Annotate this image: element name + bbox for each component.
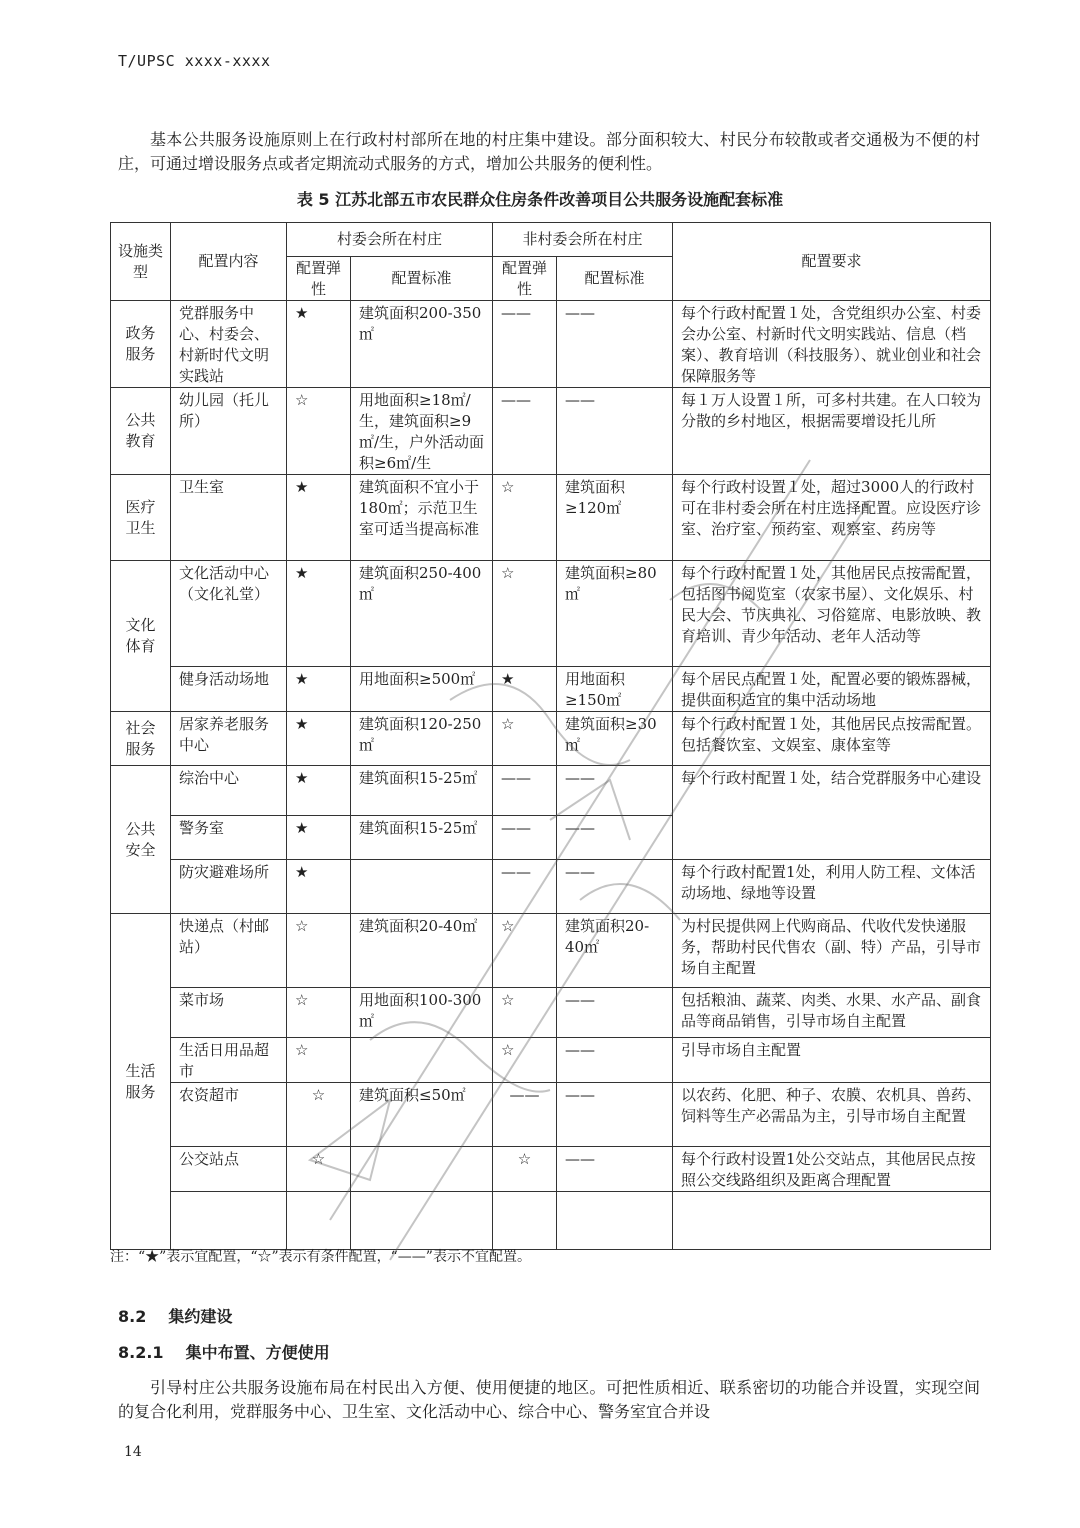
standard-cell-2: 建筑面积≥120㎡ bbox=[557, 475, 673, 561]
category-cell: 公共安全 bbox=[111, 766, 171, 914]
requirement-cell: 每１万人设置１所，可多村共建。在人口较为分散的乡村地区，根据需要增设托儿所 bbox=[673, 388, 991, 475]
table-note: 注：“★”表示宜配置，“☆”表示有条件配置，“——”表示不宜配置。 bbox=[110, 1249, 531, 1265]
standard-cell bbox=[351, 1147, 493, 1192]
table-row-empty bbox=[111, 1192, 991, 1250]
header-content: 配置内容 bbox=[171, 223, 287, 301]
content-cell: 综治中心 bbox=[171, 766, 287, 816]
standard-cell-2: —— bbox=[557, 988, 673, 1038]
flex-cell: ☆ bbox=[287, 1038, 351, 1083]
flex-cell-2: ☆ bbox=[493, 1038, 557, 1083]
flex-cell: ★ bbox=[287, 301, 351, 388]
standard-cell-2: 建筑面积≥30㎡ bbox=[557, 712, 673, 766]
requirement-cell: 每个行政村配置１处，其他居民点按需配置。包括餐饮室、文娱室、康体室等 bbox=[673, 712, 991, 766]
standard-cell: 建筑面积120-250㎡ bbox=[351, 712, 493, 766]
requirement-cell: 每个行政村配置１处，含党组织办公室、村委会办公室、村新时代文明实践站、信息（档案）、教育培训（科技服务）、就业创业和社会保障服务等 bbox=[673, 301, 991, 388]
flex-cell: ☆ bbox=[287, 388, 351, 475]
flex-cell: ☆ bbox=[287, 1083, 351, 1147]
category-cell: 文化体育 bbox=[111, 561, 171, 712]
flex-cell-2: ☆ bbox=[493, 712, 557, 766]
content-cell: 健身活动场地 bbox=[171, 667, 287, 712]
standard-cell-2: —— bbox=[557, 1038, 673, 1083]
table-row bbox=[111, 301, 991, 388]
section-title: 集中布置、方便使用 bbox=[185, 1343, 330, 1362]
requirement-cell: 每个行政村设置1处公交站点，其他居民点按照公交线路组织及距离合理配置 bbox=[673, 1147, 991, 1192]
section-heading-8-2 bbox=[118, 1304, 232, 1327]
table-row bbox=[111, 388, 991, 475]
table-row bbox=[111, 1083, 991, 1147]
standard-cell bbox=[351, 860, 493, 914]
table-row bbox=[111, 1038, 991, 1083]
standard-cell: 建筑面积15-25㎡ bbox=[351, 816, 493, 860]
standard-cell: 建筑面积不宜小于180㎡；示范卫生室可适当提高标准 bbox=[351, 475, 493, 561]
standard-cell: 用地面积100-300㎡ bbox=[351, 988, 493, 1038]
table-row bbox=[111, 475, 991, 561]
flex-cell-2: —— bbox=[493, 388, 557, 475]
flex-cell-2: —— bbox=[493, 766, 557, 816]
table-row bbox=[111, 914, 991, 988]
table-caption: 表 5 江苏北部五市农民群众住房条件改善项目公共服务设施配套标准 bbox=[296, 190, 784, 209]
category-cell: 生活服务 bbox=[111, 914, 171, 1250]
standard-cell-2: —— bbox=[557, 860, 673, 914]
content-cell: 警务室 bbox=[171, 816, 287, 860]
table-row bbox=[111, 667, 991, 712]
table-row bbox=[111, 561, 991, 667]
standard-cell: 用地面积≥18㎡/生，建筑面积≥9㎡/生，户外活动面积≥6㎡/生 bbox=[351, 388, 493, 475]
content-cell: 居家养老服务中心 bbox=[171, 712, 287, 766]
flex-cell: ☆ bbox=[287, 914, 351, 988]
empty-cell bbox=[351, 1192, 493, 1250]
requirement-cell: 包括粮油、蔬菜、肉类、水果、水产品、副食品等商品销售，引导市场自主配置 bbox=[673, 988, 991, 1038]
header-standard: 配置标准 bbox=[351, 257, 493, 301]
content-cell: 幼儿园（托儿所） bbox=[171, 388, 287, 475]
requirement-cell: 引导市场自主配置 bbox=[673, 1038, 991, 1083]
empty-cell bbox=[557, 1192, 673, 1250]
empty-cell bbox=[493, 1192, 557, 1250]
requirement-cell: 以农药、化肥、种子、农膜、农机具、兽药、饲料等生产必需品为主，引导市场自主配置 bbox=[673, 1083, 991, 1147]
header-flex: 配置弹性 bbox=[287, 257, 351, 301]
content-cell: 卫生室 bbox=[171, 475, 287, 561]
empty-cell bbox=[287, 1192, 351, 1250]
content-cell: 公交站点 bbox=[171, 1147, 287, 1192]
header-standard-2: 配置标准 bbox=[557, 257, 673, 301]
header-village: 村委会所在村庄 bbox=[287, 223, 493, 257]
flex-cell: ★ bbox=[287, 475, 351, 561]
table-row bbox=[111, 988, 991, 1038]
content-cell: 农资超市 bbox=[171, 1083, 287, 1147]
requirement-cell: 每个行政村配置１处，结合党群服务中心建设 bbox=[673, 766, 991, 860]
content-cell: 党群服务中心、村委会、村新时代文明实践站 bbox=[171, 301, 287, 388]
empty-cell bbox=[171, 1192, 287, 1250]
content-cell: 生活日用品超市 bbox=[171, 1038, 287, 1083]
content-cell: 快递点（村邮站） bbox=[171, 914, 287, 988]
standard-cell-2: —— bbox=[557, 1147, 673, 1192]
flex-cell-2: —— bbox=[493, 1083, 557, 1147]
flex-cell: ☆ bbox=[287, 988, 351, 1038]
requirement-cell: 每个行政村设置１处，超过3000人的行政村可在非村委会所在村庄选择配置。应设医疗诊室、治疗室、预药室、观察室、药房等 bbox=[673, 475, 991, 561]
category-cell: 政务服务 bbox=[111, 301, 171, 388]
section-title: 集约建设 bbox=[168, 1307, 233, 1326]
header-flex-2: 配置弹性 bbox=[493, 257, 557, 301]
flex-cell-2: —— bbox=[493, 301, 557, 388]
flex-cell-2: ☆ bbox=[493, 914, 557, 988]
header-category: 设施类型 bbox=[111, 223, 171, 301]
flex-cell-2: ☆ bbox=[493, 475, 557, 561]
standard-cell: 建筑面积≤50㎡ bbox=[351, 1083, 493, 1147]
standard-cell-2: —— bbox=[557, 766, 673, 816]
standard-cell-2: —— bbox=[557, 388, 673, 475]
header-requirement: 配置要求 bbox=[673, 223, 991, 301]
standard-cell-2: 建筑面积20-40㎡ bbox=[557, 914, 673, 988]
standard-cell: 建筑面积200-350㎡ bbox=[351, 301, 493, 388]
standard-cell bbox=[351, 1038, 493, 1083]
standard-cell: 建筑面积15-25㎡ bbox=[351, 766, 493, 816]
flex-cell-2: ☆ bbox=[493, 1147, 557, 1192]
standard-cell: 建筑面积20-40㎡ bbox=[351, 914, 493, 988]
flex-cell-2: ☆ bbox=[493, 561, 557, 667]
content-cell: 防灾避难场所 bbox=[171, 860, 287, 914]
empty-cell bbox=[673, 1192, 991, 1250]
standard-cell: 建筑面积250-400㎡ bbox=[351, 561, 493, 667]
flex-cell: ★ bbox=[287, 712, 351, 766]
content-cell: 菜市场 bbox=[171, 988, 287, 1038]
flex-cell: ★ bbox=[287, 860, 351, 914]
intro-paragraph: 基本公共服务设施原则上在行政村村部所在地的村庄集中建设。部分面积较大、村民分布较散或者交通极为不便的村庄，可通过增设服务点或者定期流动式服务的方式，增加公共服务的便利性。 bbox=[118, 130, 980, 173]
requirement-cell: 每个居民点配置１处，配置必要的锻炼器械，提供面积适宜的集中活动场地 bbox=[673, 667, 991, 712]
table-row bbox=[111, 712, 991, 766]
standard-cell-2: —— bbox=[557, 301, 673, 388]
flex-cell: ★ bbox=[287, 766, 351, 816]
section-heading-8-2-1 bbox=[118, 1340, 330, 1363]
table-row bbox=[111, 860, 991, 914]
flex-cell: ★ bbox=[287, 816, 351, 860]
standard-cell-2: 建筑面积≥80㎡ bbox=[557, 561, 673, 667]
flex-cell-2: ☆ bbox=[493, 988, 557, 1038]
flex-cell-2: ★ bbox=[493, 667, 557, 712]
body-paragraph: 引导村庄公共服务设施布局在村民出入方便、使用便捷的地区。可把性质相近、联系密切的功能合并设置，实现空间的复合化利用，党群服务中心、卫生室、文化活动中心、综合中心、警务室宜合并设 bbox=[118, 1378, 980, 1421]
standard-cell-2: —— bbox=[557, 816, 673, 860]
flex-cell: ★ bbox=[287, 561, 351, 667]
flex-cell-2: —— bbox=[493, 816, 557, 860]
flex-cell: ☆ bbox=[287, 1147, 351, 1192]
facility-standard-table bbox=[110, 222, 991, 1250]
section-number: 8.2.1 bbox=[118, 1343, 164, 1362]
header-nonvillage: 非村委会所在村庄 bbox=[493, 223, 673, 257]
standard-cell: 用地面积≥500㎡ bbox=[351, 667, 493, 712]
flex-cell-2: —— bbox=[493, 860, 557, 914]
standard-cell-2: 用地面积≥150㎡ bbox=[557, 667, 673, 712]
requirement-cell: 为村民提供网上代购商品、代收代发快递服务，帮助村民代售农（副、特）产品，引导市场自主配置 bbox=[673, 914, 991, 988]
table-row bbox=[111, 766, 991, 816]
category-cell: 社会服务 bbox=[111, 712, 171, 766]
content-cell: 文化活动中心（文化礼堂） bbox=[171, 561, 287, 667]
page-number: 14 bbox=[124, 1444, 142, 1460]
category-cell: 医疗卫生 bbox=[111, 475, 171, 561]
standard-cell-2: —— bbox=[557, 1083, 673, 1147]
category-cell: 公共教育 bbox=[111, 388, 171, 475]
flex-cell: ★ bbox=[287, 667, 351, 712]
requirement-cell: 每个行政村配置1处，利用人防工程、文体活动场地、绿地等设置 bbox=[673, 860, 991, 914]
requirement-cell: 每个行政村配置１处，其他居民点按需配置，包括图书阅览室（农家书屋）、文化娱乐、村民大会、节庆典礼、习俗筵席、电影放映、教育培训、青少年活动、老年人活动等 bbox=[673, 561, 991, 667]
table-row bbox=[111, 1147, 991, 1192]
section-number: 8.2 bbox=[118, 1307, 147, 1326]
document-code: T/UPSC xxxx-xxxx bbox=[118, 52, 271, 70]
